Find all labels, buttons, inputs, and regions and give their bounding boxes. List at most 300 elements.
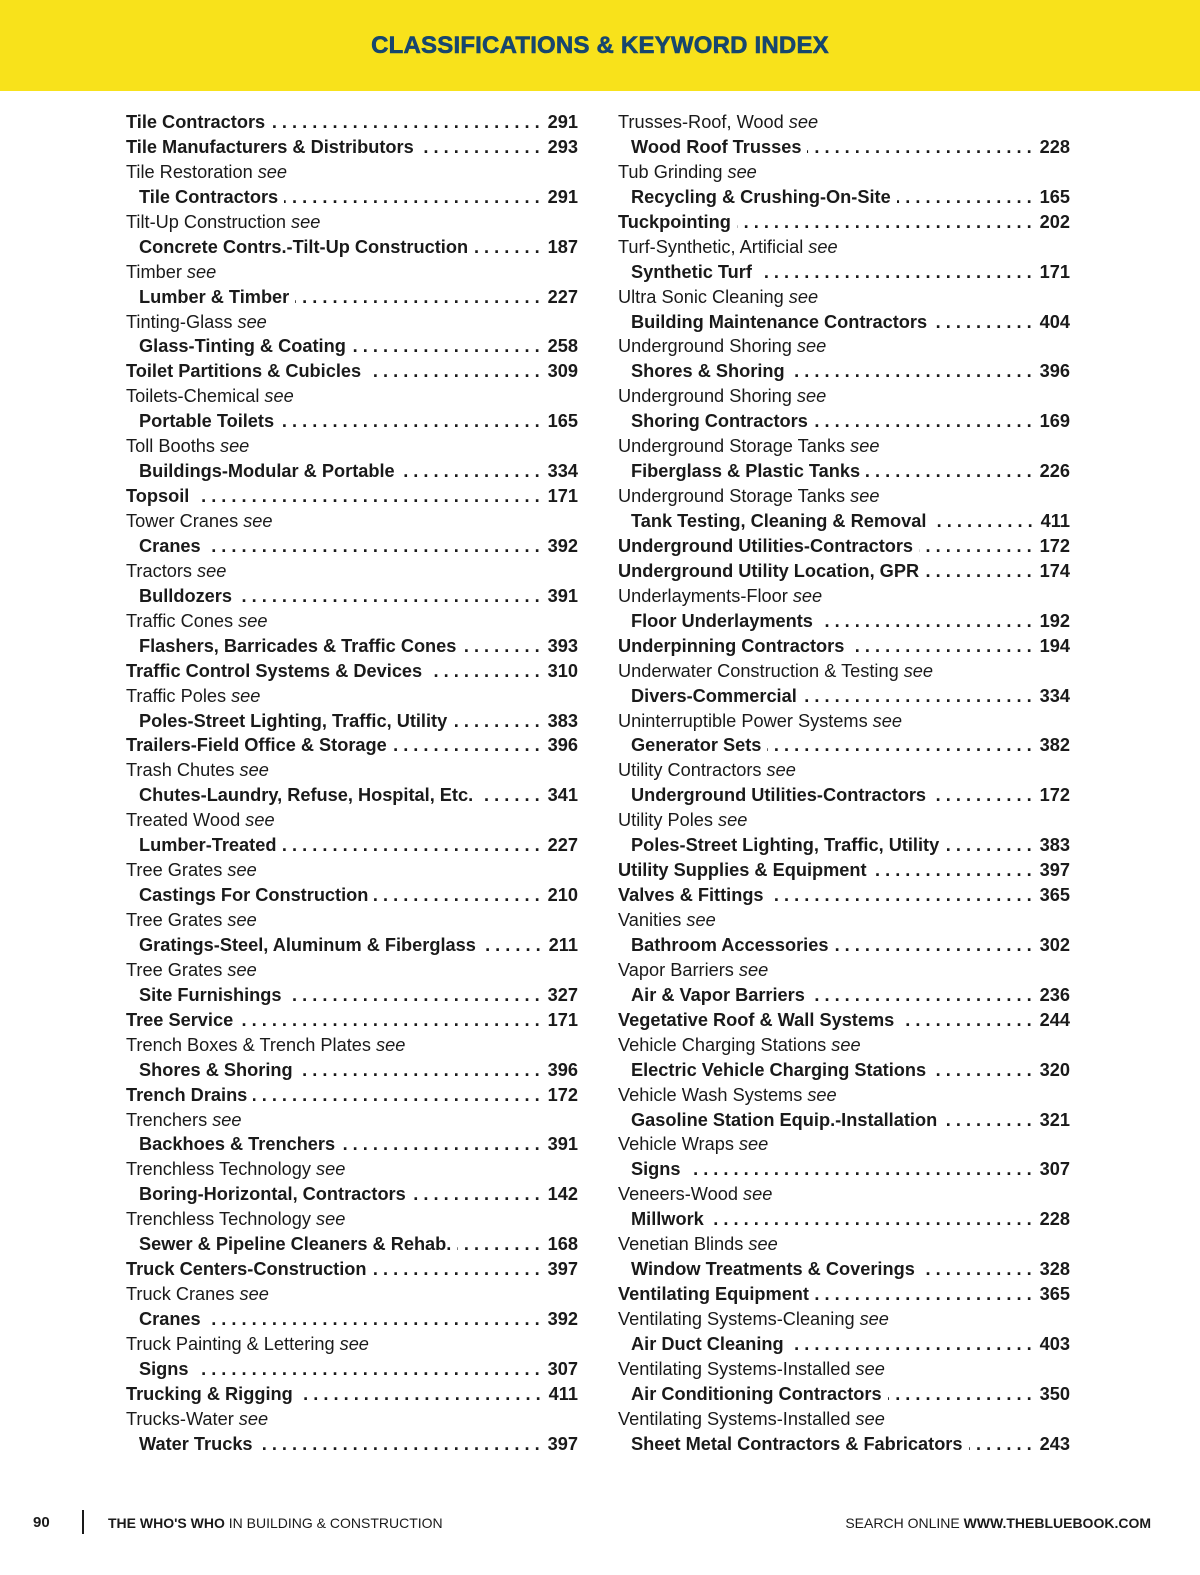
index-term: Vehicle Wash Systems xyxy=(618,1084,803,1105)
index-term: Truck Painting & Lettering xyxy=(126,1333,335,1354)
see-reference: see xyxy=(237,311,267,332)
index-term: Toilet Partitions & Cubicles xyxy=(126,361,362,382)
see-reference: see xyxy=(227,860,257,881)
see-reference: see xyxy=(212,1109,242,1130)
index-cross-reference xyxy=(618,484,1070,509)
index-term: Underground Storage Tanks xyxy=(618,486,846,507)
dot-leader xyxy=(758,260,1032,285)
index-term: Tree Grates xyxy=(126,860,223,881)
index-see-target xyxy=(126,185,578,210)
page-reference: 403 xyxy=(1039,1333,1070,1354)
dot-leader xyxy=(299,1382,541,1407)
index-term: Air Conditioning Contractors xyxy=(631,1383,882,1404)
index-cross-reference xyxy=(618,958,1070,983)
page-reference: 227 xyxy=(547,835,578,856)
index-term: Lumber & Timber xyxy=(139,286,290,307)
index-term: Topsoil xyxy=(126,486,190,507)
index-cross-reference xyxy=(126,758,578,783)
index-cross-reference xyxy=(618,235,1070,260)
dot-leader xyxy=(932,1058,1032,1083)
index-term: Trucks-Water xyxy=(126,1408,234,1429)
website-link[interactable]: WWW.THEBLUEBOOK.COM xyxy=(963,1515,1151,1531)
dot-leader xyxy=(888,1382,1032,1407)
see-reference: see xyxy=(291,211,321,232)
page-reference: 397 xyxy=(547,1259,578,1280)
dot-leader xyxy=(341,1132,540,1157)
footer-divider xyxy=(82,1510,84,1534)
see-reference: see xyxy=(718,810,748,831)
see-reference: see xyxy=(686,910,716,930)
index-entry xyxy=(618,858,1070,883)
index-term: Traffic Control Systems & Devices xyxy=(126,660,423,681)
dot-leader xyxy=(969,1432,1032,1457)
index-term: Recycling & Crushing-On-Site xyxy=(631,186,891,207)
index-term: Tree Grates xyxy=(126,910,223,930)
index-see-target xyxy=(618,509,1070,534)
page-reference: 202 xyxy=(1039,211,1070,232)
index-cross-reference xyxy=(126,210,578,235)
index-see-target xyxy=(618,359,1070,384)
index-term: Cranes xyxy=(139,1309,201,1329)
page-reference: 291 xyxy=(547,112,578,132)
index-term: Tile Contractors xyxy=(126,112,266,132)
index-term: Treated Wood xyxy=(126,810,241,831)
index-term: Uninterruptible Power Systems xyxy=(618,710,868,731)
see-reference: see xyxy=(227,910,257,930)
index-term: Tile Restoration xyxy=(126,161,253,182)
dot-leader xyxy=(401,459,540,484)
index-term: Underwater Construction & Testing xyxy=(618,660,899,681)
index-cross-reference xyxy=(126,1282,578,1307)
see-reference: see xyxy=(727,161,757,182)
index-see-target xyxy=(618,1108,1070,1133)
dot-leader xyxy=(866,459,1032,484)
index-see-target xyxy=(126,933,578,958)
index-cross-reference xyxy=(618,285,1070,310)
page-reference: 404 xyxy=(1039,311,1070,332)
index-term: Sewer & Pipeline Cleaners & Rehab. xyxy=(139,1234,452,1255)
page-reference: 310 xyxy=(547,660,578,681)
index-see-target xyxy=(126,983,578,1008)
index-term: Traffic Cones xyxy=(126,610,234,631)
dot-leader xyxy=(737,210,1032,235)
index-cross-reference xyxy=(618,584,1070,609)
index-see-target xyxy=(126,1132,578,1157)
index-see-target xyxy=(126,285,578,310)
index-term: Traffic Poles xyxy=(126,685,227,706)
index-see-target xyxy=(618,1432,1070,1457)
index-term: Floor Underlayments xyxy=(631,610,813,631)
index-cross-reference xyxy=(618,160,1070,185)
index-term: Veneers-Wood xyxy=(618,1184,738,1205)
page-number: 90 xyxy=(33,1514,50,1531)
index-see-target xyxy=(618,1207,1070,1232)
see-reference: see xyxy=(197,560,227,581)
publication-name-bold: THE WHO'S WHO xyxy=(108,1515,225,1531)
dot-leader xyxy=(374,883,539,908)
page-reference: 393 xyxy=(547,635,578,656)
page-reference: 236 xyxy=(1039,984,1070,1005)
index-entry xyxy=(126,733,578,758)
publication-name xyxy=(108,1508,443,1538)
dot-leader xyxy=(687,1157,1032,1182)
index-term: Tile Contractors xyxy=(139,186,279,207)
page-reference: 307 xyxy=(547,1358,578,1379)
page-reference: 291 xyxy=(547,186,578,207)
index-see-target xyxy=(126,783,578,808)
page-reference: 174 xyxy=(1039,560,1070,581)
index-term: Signs xyxy=(631,1159,681,1180)
page-reference: 334 xyxy=(1039,685,1070,706)
index-cross-reference xyxy=(126,310,578,335)
dot-leader xyxy=(238,584,540,609)
index-entry xyxy=(618,1008,1070,1033)
dot-leader xyxy=(900,1008,1031,1033)
search-prefix: SEARCH ONLINE xyxy=(845,1515,964,1531)
index-term: Vegetative Roof & Wall Systems xyxy=(618,1009,895,1030)
see-reference: see xyxy=(903,660,934,681)
dot-leader xyxy=(767,733,1031,758)
index-term: Concrete Contrs.-Tilt-Up Construction xyxy=(139,236,469,257)
page-reference: 244 xyxy=(1039,1009,1070,1030)
index-cross-reference xyxy=(618,1182,1070,1207)
index-entry xyxy=(618,634,1070,659)
page-reference: 321 xyxy=(1039,1109,1070,1130)
index-see-target xyxy=(618,983,1070,1008)
page-reference: 411 xyxy=(1040,511,1070,531)
index-entry xyxy=(618,210,1070,235)
page-reference: 396 xyxy=(547,735,578,756)
dot-leader xyxy=(462,634,539,659)
dot-leader xyxy=(943,1108,1031,1133)
dot-leader xyxy=(933,310,1032,335)
index-cross-reference xyxy=(618,1033,1070,1058)
index-term: Underground Shoring xyxy=(618,336,792,357)
index-see-target xyxy=(618,135,1070,160)
dot-leader xyxy=(897,185,1032,210)
index-term: Portable Toilets xyxy=(139,411,275,432)
index-cross-reference xyxy=(618,908,1070,933)
index-term: Vehicle Charging Stations xyxy=(618,1034,827,1055)
page-reference: 228 xyxy=(1039,1209,1070,1230)
index-term: Trash Chutes xyxy=(126,760,235,781)
page-reference: 383 xyxy=(547,710,578,731)
page-reference: 228 xyxy=(1039,136,1070,157)
index-entry xyxy=(126,359,578,384)
index-term: Lumber-Treated xyxy=(139,835,277,856)
dot-leader xyxy=(873,858,1032,883)
see-reference: see xyxy=(316,1159,346,1180)
index-see-target xyxy=(126,459,578,484)
index-term: Shores & Shoring xyxy=(139,1059,293,1080)
index-entry xyxy=(126,1382,578,1407)
index-see-target xyxy=(126,833,578,858)
index-cross-reference xyxy=(618,1083,1070,1108)
dot-leader xyxy=(287,983,539,1008)
page-reference: 396 xyxy=(1039,361,1070,382)
index-see-target xyxy=(126,584,578,609)
dot-leader xyxy=(295,285,539,310)
dot-leader xyxy=(259,1432,540,1457)
index-cross-reference xyxy=(126,958,578,983)
index-term: Underpinning Contractors xyxy=(618,635,845,656)
index-cross-reference xyxy=(618,334,1070,359)
index-see-target xyxy=(126,1307,578,1332)
index-see-target xyxy=(618,1157,1070,1182)
index-cross-reference xyxy=(126,1033,578,1058)
index-cross-reference xyxy=(618,110,1070,135)
index-term: Castings For Construction xyxy=(139,885,369,906)
dot-leader xyxy=(280,409,540,434)
see-reference: see xyxy=(855,1358,885,1379)
index-term: Poles-Street Lighting, Traffic, Utility xyxy=(631,835,940,856)
dot-leader xyxy=(814,409,1032,434)
dot-leader xyxy=(919,534,1032,559)
page-reference: 327 xyxy=(547,984,578,1005)
dot-leader xyxy=(811,983,1032,1008)
page-reference: 391 xyxy=(547,585,578,606)
index-cross-reference xyxy=(618,808,1070,833)
page-reference: 383 xyxy=(1039,835,1070,856)
dot-leader xyxy=(807,135,1031,160)
index-cross-reference xyxy=(618,758,1070,783)
index-cross-reference xyxy=(618,1307,1070,1332)
index-see-target xyxy=(126,334,578,359)
index-see-target xyxy=(618,1382,1070,1407)
see-reference: see xyxy=(186,261,217,282)
see-reference: see xyxy=(243,511,273,531)
see-reference: see xyxy=(738,1134,769,1155)
index-cross-reference xyxy=(618,434,1070,459)
dot-leader xyxy=(239,1008,539,1033)
page-reference: 350 xyxy=(1039,1383,1070,1404)
page-reference: 169 xyxy=(1039,411,1070,432)
index-term: Trenchless Technology xyxy=(126,1159,312,1180)
index-term: Building Maintenance Contractors xyxy=(631,311,928,332)
page-reference: 194 xyxy=(1039,635,1070,656)
page-reference: 382 xyxy=(1039,735,1070,756)
dot-leader xyxy=(932,783,1032,808)
dot-leader xyxy=(420,135,540,160)
index-term: Tree Grates xyxy=(126,959,223,980)
index-cross-reference xyxy=(126,509,578,534)
index-term: Buildings-Modular & Portable xyxy=(139,461,395,482)
index-cross-reference xyxy=(126,260,578,285)
index-term: Ventilating Systems-Installed xyxy=(618,1358,851,1379)
index-cross-reference xyxy=(126,384,578,409)
index-term: Underground Storage Tanks xyxy=(618,436,846,457)
index-term: Ventilating Equipment xyxy=(618,1284,809,1305)
page-reference: 165 xyxy=(547,411,578,432)
index-see-target xyxy=(618,459,1070,484)
dot-leader xyxy=(352,334,540,359)
index-term: Trailers-Field Office & Storage xyxy=(126,735,387,756)
index-term: Air Duct Cleaning xyxy=(631,1333,784,1354)
index-term: Flashers, Barricades & Traffic Cones xyxy=(139,635,457,656)
index-term: Underground Utilities-Contractors xyxy=(618,535,914,556)
see-reference: see xyxy=(245,810,275,831)
index-cross-reference xyxy=(618,1232,1070,1257)
index-see-target xyxy=(618,1332,1070,1357)
index-cross-reference xyxy=(126,160,578,185)
index-term: Valves & Fittings xyxy=(618,885,764,906)
page-reference: 293 xyxy=(547,136,578,157)
index-see-target xyxy=(126,534,578,559)
index-term: Generator Sets xyxy=(631,735,762,756)
index-term: Signs xyxy=(139,1358,189,1379)
see-reference: see xyxy=(850,436,880,457)
see-reference: see xyxy=(339,1333,369,1354)
index-cross-reference xyxy=(126,908,578,933)
dot-leader xyxy=(412,1182,540,1207)
index-term: Utility Supplies & Equipment xyxy=(618,860,867,881)
dot-leader xyxy=(921,1257,1032,1282)
index-term: Gratings-Steel, Aluminum & Fiberglass xyxy=(139,934,476,955)
search-online xyxy=(845,1508,1151,1538)
index-term: Tree Service xyxy=(126,1009,234,1030)
dot-leader xyxy=(925,559,1032,584)
index-term: Trenchless Technology xyxy=(126,1209,312,1230)
page-reference: 172 xyxy=(547,1084,578,1105)
page-reference: 396 xyxy=(547,1059,578,1080)
page-reference: 142 xyxy=(547,1184,578,1205)
index-cross-reference xyxy=(126,808,578,833)
index-cross-reference xyxy=(618,1132,1070,1157)
index-term: Chutes-Laundry, Refuse, Hospital, Etc. xyxy=(139,785,474,806)
see-reference: see xyxy=(264,386,294,407)
index-term: Water Trucks xyxy=(139,1433,253,1454)
page-reference: 307 xyxy=(1039,1159,1070,1180)
index-term: Tractors xyxy=(126,560,193,581)
page-reference: 392 xyxy=(547,535,578,556)
index-term: Toll Booths xyxy=(126,436,215,457)
page-reference: 328 xyxy=(1039,1259,1070,1280)
see-reference: see xyxy=(855,1408,885,1429)
index-term: Ventilating Systems-Cleaning xyxy=(618,1309,855,1329)
index-entry xyxy=(126,1083,578,1108)
index-term: Glass-Tinting & Coating xyxy=(139,336,346,357)
index-term: Turf-Synthetic, Artificial xyxy=(618,236,804,257)
see-reference: see xyxy=(788,286,819,307)
dot-leader xyxy=(207,534,540,559)
index-column-left xyxy=(126,110,578,1457)
index-see-target xyxy=(618,409,1070,434)
dot-leader xyxy=(482,933,541,958)
dot-leader xyxy=(790,1332,1032,1357)
see-reference: see xyxy=(219,436,250,457)
index-term: Utility Poles xyxy=(618,810,714,831)
page-reference: 391 xyxy=(547,1134,578,1155)
index-entry xyxy=(126,484,578,509)
index-cross-reference xyxy=(618,384,1070,409)
index-cross-reference xyxy=(126,434,578,459)
index-column-right xyxy=(618,110,1070,1457)
see-reference: see xyxy=(859,1309,889,1329)
page-reference: 243 xyxy=(1039,1433,1070,1454)
index-term: Truck Centers-Construction xyxy=(126,1259,367,1280)
page-reference: 302 xyxy=(1039,934,1070,955)
page-reference: 411 xyxy=(548,1383,578,1404)
index-entry xyxy=(618,559,1070,584)
see-reference: see xyxy=(766,760,796,781)
index-term: Sheet Metal Contractors & Fabricators xyxy=(631,1433,963,1454)
page-reference: 341 xyxy=(547,785,578,806)
index-term: Tub Grinding xyxy=(618,161,723,182)
index-term: Trucking & Rigging xyxy=(126,1383,293,1404)
index-see-target xyxy=(126,1182,578,1207)
index-term: Synthetic Turf xyxy=(631,261,752,282)
index-entry xyxy=(618,883,1070,908)
see-reference: see xyxy=(808,236,838,257)
page-title: CLASSIFICATIONS & KEYWORD INDEX xyxy=(371,31,829,59)
index-cross-reference xyxy=(126,1108,578,1133)
index-see-target xyxy=(618,609,1070,634)
index-term: Truck Cranes xyxy=(126,1284,235,1305)
see-reference: see xyxy=(738,959,769,980)
index-term: Bathroom Accessories xyxy=(631,934,829,955)
dot-leader xyxy=(271,110,540,135)
index-see-target xyxy=(126,235,578,260)
index-term: Tower Cranes xyxy=(126,511,239,531)
dot-leader xyxy=(834,933,1031,958)
page-reference: 171 xyxy=(547,1009,578,1030)
index-term: Ultra Sonic Cleaning xyxy=(618,286,784,307)
index-term: Tinting-Glass xyxy=(126,311,233,332)
index-see-target xyxy=(618,260,1070,285)
page-reference: 309 xyxy=(547,361,578,382)
dot-leader xyxy=(479,783,539,808)
see-reference: see xyxy=(850,486,880,507)
dot-leader xyxy=(367,359,540,384)
dot-leader xyxy=(282,833,539,858)
index-see-target xyxy=(126,1058,578,1083)
page-reference: 320 xyxy=(1039,1059,1070,1080)
index-see-target xyxy=(618,833,1070,858)
index-see-target xyxy=(126,1357,578,1382)
index-see-target xyxy=(618,1058,1070,1083)
see-reference: see xyxy=(807,1084,837,1105)
dot-leader xyxy=(428,659,539,684)
index-see-target xyxy=(618,1257,1070,1282)
index-term: Vapor Barriers xyxy=(618,959,734,980)
index-cross-reference xyxy=(126,1207,578,1232)
index-term: Underlayments-Floor xyxy=(618,585,788,606)
index-term: Backhoes & Trenchers xyxy=(139,1134,336,1155)
dot-leader xyxy=(373,1257,540,1282)
index-term: Electric Vehicle Charging Stations xyxy=(631,1059,927,1080)
page-reference: 168 xyxy=(547,1234,578,1255)
index-term: Tuckpointing xyxy=(618,211,731,232)
index-see-target xyxy=(126,1432,578,1457)
dot-leader xyxy=(932,509,1032,534)
dot-leader xyxy=(791,359,1032,384)
index-cross-reference xyxy=(126,609,578,634)
index-see-target xyxy=(126,709,578,734)
page-reference: 172 xyxy=(1039,785,1070,806)
see-reference: see xyxy=(796,336,827,357)
index-cross-reference xyxy=(126,1157,578,1182)
dot-leader xyxy=(803,684,1032,709)
index-see-target xyxy=(126,409,578,434)
index-cross-reference xyxy=(126,1332,578,1357)
index-term: Shoring Contractors xyxy=(631,411,808,432)
page-reference: 365 xyxy=(1039,885,1070,906)
dot-leader xyxy=(815,1282,1032,1307)
page-reference: 172 xyxy=(1039,535,1070,556)
index-entry xyxy=(618,534,1070,559)
see-reference: see xyxy=(742,1184,773,1205)
index-term: Underground Shoring xyxy=(618,386,792,407)
